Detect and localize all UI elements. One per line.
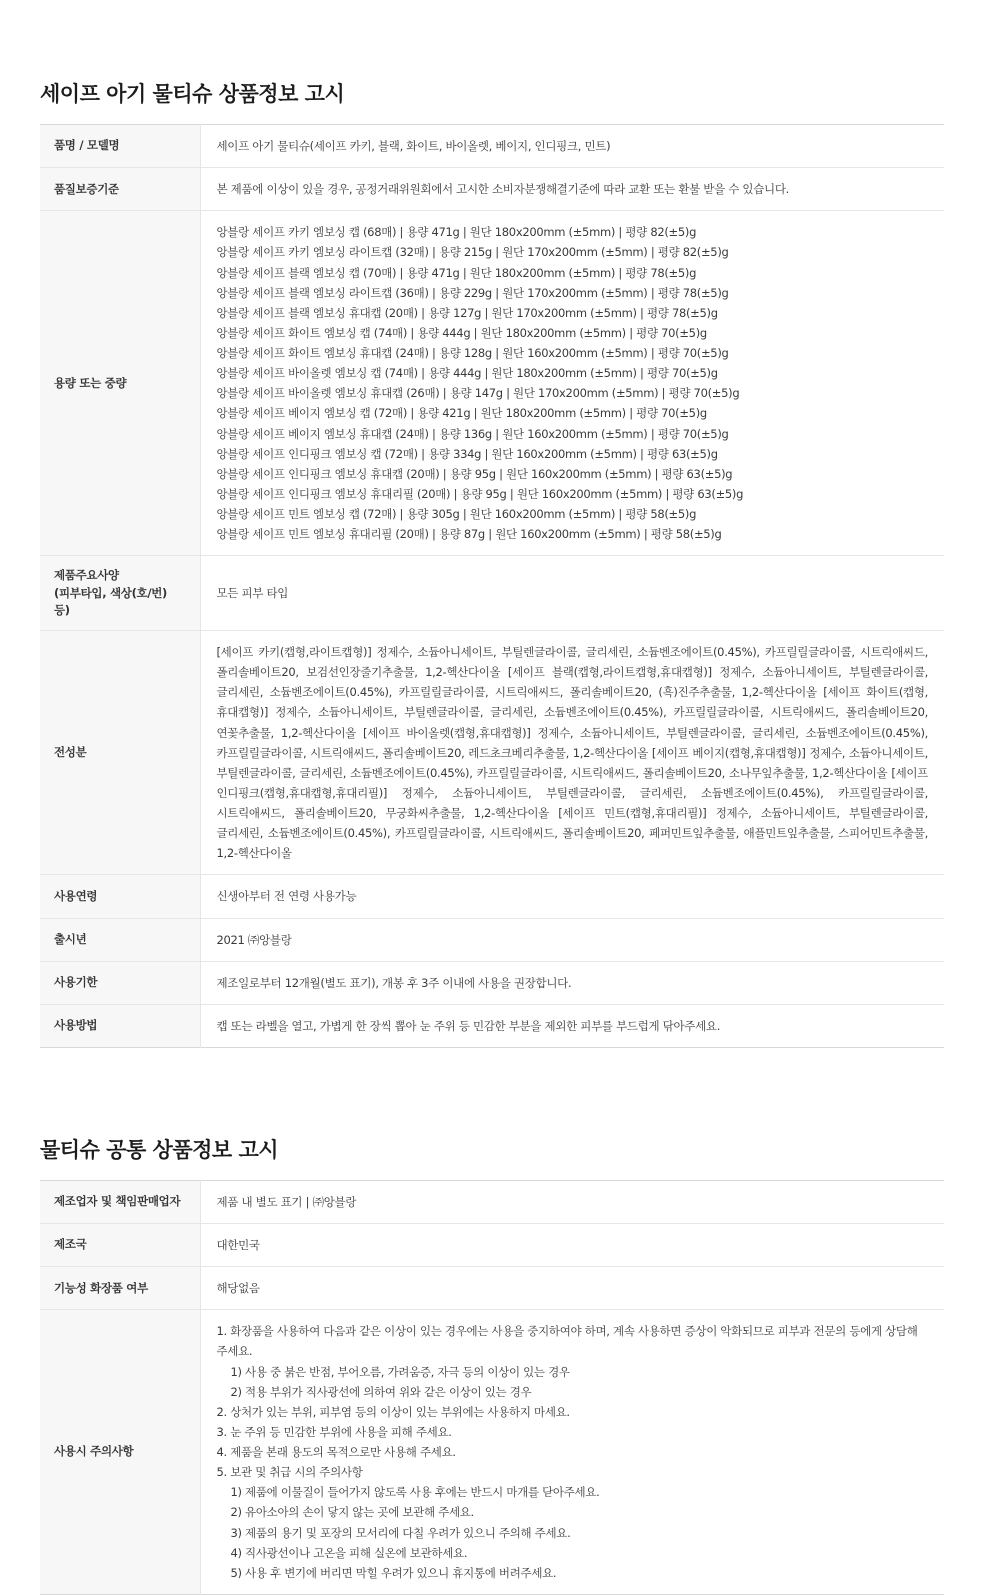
value-line: 1) 사용 중 붉은 반점, 부어오름, 가려움증, 자극 등의 이상이 있는 경우 <box>230 1364 570 1379</box>
table-row <box>40 1310 944 1595</box>
spec-table-common-wipes <box>40 1180 944 1595</box>
spec-table-safe-baby-wipes <box>40 124 944 1048</box>
page-title-common: 물티슈 공통 상품정보 고시 <box>40 1137 279 1162</box>
value-line: 앙블랑 세이프 블랙 엠보싱 캡 (70매) | 용량 471g | 원단 180x200mm (±5mm) | 평량 78(±5)g <box>216 265 697 280</box>
value-line: 4. 제품을 본래 용도의 목적으로만 사용해 주세요. <box>216 1445 456 1459</box>
table-row <box>40 961 944 1004</box>
value-line: 앙블랑 세이프 인디핑크 엠보싱 휴대리필 (20매) | 용량 95g | 원단 160x200mm (±5mm) | 평량 63(±5)g <box>216 486 744 501</box>
table-row <box>40 168 944 211</box>
table-row <box>40 1004 944 1047</box>
value-line: 앙블랑 세이프 바이올렛 엠보싱 캡 (74매) | 용량 444g | 원단 180x200mm (±5mm) | 평량 70(±5)g <box>216 366 718 381</box>
row-value: 해당없음 <box>216 1281 260 1296</box>
value-line: 5) 사용 후 변기에 버리면 막힐 우려가 있으니 휴지통에 버려주세요. <box>230 1565 557 1580</box>
row-value: 2021 ㈜앙블랑 <box>216 932 292 947</box>
row-value: 제품 내 별도 표기 | ㈜앙블랑 <box>216 1194 357 1209</box>
value-line: 2) 유아소아의 손이 닿지 않는 곳에 보관해 주세요. <box>230 1505 474 1520</box>
value-line: 앙블랑 세이프 화이트 엠보싱 휴대캡 (24매) | 용량 128g | 원단 160x200mm (±5mm) | 평량 70(±5)g <box>216 346 729 360</box>
value-line: 2. 상처가 있는 부위, 피부염 등의 이상이 있는 부위에는 사용하지 마세요. <box>216 1404 570 1419</box>
spec-table-body-common <box>40 1180 944 1594</box>
row-value <box>200 1310 944 1595</box>
table-row <box>40 1224 944 1267</box>
row-label: 사용기한 <box>40 961 200 1004</box>
value-line: 앙블랑 세이프 카키 엠보싱 캡 (68매) | 용량 471g | 원단 180x200mm (±5mm) | 평량 82(±5)g <box>216 225 697 240</box>
value-line: 2) 적용 부위가 직사광선에 의하여 위와 같은 이상이 있는 경우 <box>230 1384 532 1399</box>
table-row <box>40 1180 944 1223</box>
row-label: 품명 / 모델명 <box>40 125 200 168</box>
row-value: 캡 또는 라벨을 열고, 가볍게 한 장씩 뽑아 눈 주위 등 민감한 부분을 제외한 피부를 부드럽게 닦아주세요. <box>216 1018 721 1033</box>
table-row <box>40 918 944 961</box>
row-label: 용량 또는 중량 <box>40 211 200 556</box>
value-line: 앙블랑 세이프 카키 엠보싱 라이트캡 (32매) | 용량 215g | 원단 170x200mm (±5mm) | 평량 82(±5)g <box>216 245 729 260</box>
row-value: 대한민국 <box>216 1238 260 1252</box>
value-line: 3) 제품의 용기 및 포장의 모서리에 다칠 우려가 있으니 주의해 주세요. <box>230 1525 571 1540</box>
value-line: 1) 제품에 이물질이 들어가지 않도록 사용 후에는 반드시 마개를 닫아주세요. <box>230 1485 600 1500</box>
value-line: 앙블랑 세이프 민트 엠보싱 휴대리필 (20매) | 용량 87g | 원단 160x200mm (±5mm) | 평량 58(±5)g <box>216 527 722 542</box>
row-label: 기능성 화장품 여부 <box>40 1267 200 1310</box>
value-line: 앙블랑 세이프 인디핑크 엠보싱 휴대캡 (20매) | 용량 95g | 원단 160x200mm (±5mm) | 평량 63(±5)g <box>216 466 733 481</box>
value-line: 앙블랑 세이프 화이트 엠보싱 캡 (74매) | 용량 444g | 원단 180x200mm (±5mm) | 평량 70(±5)g <box>216 325 707 340</box>
row-label: 출시년 <box>40 918 200 961</box>
value-line: 앙블랑 세이프 베이지 엠보싱 휴대캡 (24매) | 용량 136g | 원단 160x200mm (±5mm) | 평량 70(±5)g <box>216 426 729 441</box>
row-value: 본 제품에 이상이 있을 경우, 공정거래위원회에서 고시한 소비자분쟁해결기준에 따라 교환 또는 환불 받을 수 있습니다. <box>216 182 790 197</box>
value-line: 앙블랑 세이프 블랙 엠보싱 라이트캡 (36매) | 용량 229g | 원단 170x200mm (±5mm) | 평량 78(±5)g <box>216 285 729 300</box>
table-row <box>40 125 944 168</box>
row-value: 세이프 아기 물티슈(세이프 카키, 블랙, 화이트, 바이올렛, 베이지, 인디핑크, 민트) <box>216 139 611 153</box>
spec-table-body <box>40 125 944 1048</box>
row-value: 제조일로부터 12개월(별도 표기), 개봉 후 3주 이내에 사용을 권장합니다. <box>216 975 572 990</box>
value-line: 앙블랑 세이프 베이지 엠보싱 캡 (72매) | 용량 421g | 원단 180x200mm (±5mm) | 평량 70(±5)g <box>216 406 707 421</box>
row-label: 사용방법 <box>40 1004 200 1047</box>
row-label: 품질보증기준 <box>40 168 200 211</box>
row-label: 제품주요사양 (피부타입, 색상(호/번) 등) <box>40 556 200 631</box>
section-common-wipes <box>0 1048 984 1595</box>
row-value: 모든 피부 타입 <box>216 586 289 601</box>
row-value: 신생아부터 전 연령 사용가능 <box>216 889 357 904</box>
row-label: 제조국 <box>40 1224 200 1267</box>
value-line: 앙블랑 세이프 블랙 엠보싱 휴대캡 (20매) | 용량 127g | 원단 170x200mm (±5mm) | 평량 78(±5)g <box>216 305 718 320</box>
value-line: 4) 직사광선이나 고온을 피해 실온에 보관하세요. <box>230 1545 468 1560</box>
value-line: 3. 눈 주위 등 민감한 부위에 사용을 피해 주세요. <box>216 1424 452 1439</box>
value-line: 앙블랑 세이프 바이올렛 엠보싱 휴대캡 (26매) | 용량 147g | 원단 170x200mm (±5mm) | 평량 70(±5)g <box>216 386 740 401</box>
page-title: 세이프 아기 물티슈 상품정보 고시 <box>40 82 345 106</box>
value-line: 앙블랑 세이프 인디핑크 엠보싱 캡 (72매) | 용량 334g | 원단 160x200mm (±5mm) | 평량 63(±5)g <box>216 446 718 461</box>
value-line: 5. 보관 및 취급 시의 주의사항 <box>216 1465 363 1480</box>
row-label: 제조업자 및 책임판매업자 <box>40 1180 200 1223</box>
row-label: 사용연령 <box>40 875 200 918</box>
table-row <box>40 631 944 875</box>
row-label: 전성분 <box>40 631 200 875</box>
row-value <box>200 211 944 556</box>
value-line: 1. 화장품을 사용하여 다음과 같은 이상이 있는 경우에는 사용을 중지하여야 하며, 계속 사용하면 증상이 악화되므로 피부과 전문의 등에게 상담해 주세요. <box>216 1324 918 1359</box>
row-label: 사용시 주의사항 <box>40 1310 200 1595</box>
table-row <box>40 556 944 631</box>
table-row <box>40 1267 944 1310</box>
table-row <box>40 875 944 918</box>
value-line: 앙블랑 세이프 민트 엠보싱 캡 (72매) | 용량 305g | 원단 160x200mm (±5mm) | 평량 58(±5)g <box>216 507 697 521</box>
table-row <box>40 211 944 556</box>
row-value: [세이프 카키(캡형,라이트캡형)] 정제수, 소듐아니세이트, 부틸렌글라이콜, 글리세린, 소듐벤조에이트(0.45%), 카프릴릴글라이콜, 시트릭애씨드, 폴리솔베이트20, 보검선인장줄기추출물, 1,2-헥산다이올 [세이프 블랙(캡형,라이트캡형,휴대캡형)] 정제수, 소듐아니세이트, 부틸렌글라이콜, 글리세린, 소듐벤조에이트(0.45%), 카프릴릴글라이콜, 시트릭애씨드, 폴리솔베이트20, (흑)진주추출물, 1,2-헥산다이올 [세이프 화이트(캡형,휴대캡형)] 정제수, 소듐아니세이트, 부틸렌글라이콜, 글리세린, 소듐벤조에이트(0.45%), 카프릴릴글라이콜, 시트릭애씨드, 폴리솔베이트20, 연꽃추출물, 1,2-헥산다이올 [세이프 바이올렛(캡형,휴대캡형)] 정제수, 소듐아니세이트, 부틸렌글라이콜, 글리세린, 소듐벤조에이트(0.45%), 카프릴릴글라이콜, 시트릭애씨드, 폴리솔베이트20, 레드초크베리추출물, 1,2-헥산다이올 [세이프 베이지(캡형,휴대캡형)] 정제수, 소듐아니세이트, 부틸렌글라이콜, 글리세린, 소듐벤조에이트(0.45%), 카프릴릴글라이콜, 시트릭애씨드, 폴리솔베이트20, 소나무잎추출물, 1,2-헥산다이올 [세이프 인디핑크(캡형,휴대캡형,휴대리필)] 정제수, 소듐아니세이트, 부틸렌글라이콜, 글리세린, 소듐벤조에이트(0.45%), 카프릴릴글라이콜, 시트릭애씨드, 폴리솔베이트20, 무궁화씨추출물, 1,2-헥산다이올 [세이프 민트(캡형,휴대리필)] 정제수, 소듐아니세이트, 부틸렌글라이콜, 글리세린, 소듐벤조에이트(0.45%), 카프릴릴글라이콜, 시트릭애씨드, 폴리솔베이트20, 페퍼민트잎추출물, 애플민트잎추출물, 스피어민트추출물, 1,2-헥산다이올 <box>216 645 928 861</box>
